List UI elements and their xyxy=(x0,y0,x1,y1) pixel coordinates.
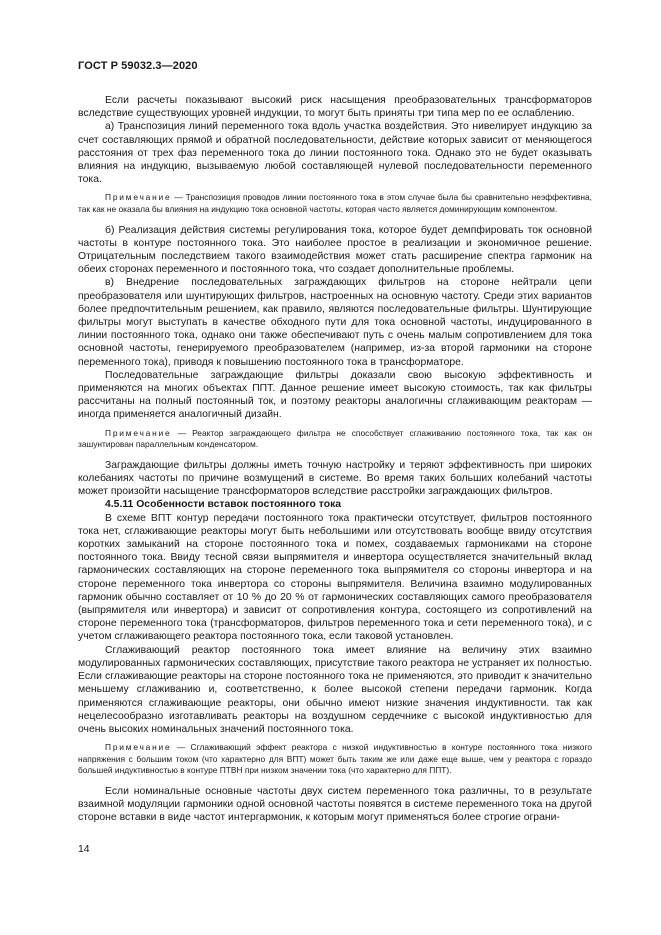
note-paragraph xyxy=(78,742,592,777)
note-label: Примечание xyxy=(105,192,172,203)
body-paragraph: Сглаживающий реактор постоянного тока имеет влияние на величину этих взаимно модулированных гармонических составляющих, присутствие такого реактора не устраняет их полностью. Если сглаживающие реакторы на стороне постоянного тока не применяются, это приводит к значительно меньшему сглаживанию и, соответственно, к более высокой степени передачи гармоник. Когда применяются сглаживающие реакторы, они обычно имеют низкие значения индуктивности. так как нецелесообразно изготавливать реакторы на воздушном сердечнике с высокой индуктивностью для очень высоких номинальных значений постоянного тока. xyxy=(78,644,592,735)
body-paragraph: Если расчеты показывают высокий риск насыщения преобразовательных трансформаторов вследствие существующих уровней индукции, то могут быть приняты три типа мер по ее ослаблению. xyxy=(78,95,592,120)
note-text: — Реактор заграждающего фильтра не способствует сглаживанию постоянного тока, так как он зашунтирован параллельным конденсатором. xyxy=(78,427,592,450)
body-paragraph: В схеме ВПТ контур передачи постоянного тока практически отсутствует, фильтров постоянного тока нет, сглаживающие реакторы могут быть небольшими или отсутствовать вообще ввиду отсутствия коротких замыканий на стороне постоянного тока и помех, создаваемых гармониками на стороне постоянного тока. Ввиду тесной связи выпрямителя и инвертора осуществляется значительный вклад гармонических составляющих на стороне переменного тока выпрямителя со стороны инвертора и на стороне переменного тока инвертора со стороны выпрямителя. Величина взаимно модулированных гармоник обычно составляет от 10 % до 20 % от гармонических составляющих самого преобразователя (выпрямителя или инвертора) и зависит от сопротивления контура, состоящего из сопротивлений на стороне переменного тока (трансформаторов, фильтров переменного тока и сети переменного тока), и с учетом сглаживающего реактора постоянного тока, если таковой установлен. xyxy=(78,512,592,643)
note-label: Примечание xyxy=(105,742,172,753)
note-paragraph xyxy=(78,192,592,215)
note-label: Примечание xyxy=(105,427,172,438)
section-heading: 4.5.11 Особенности вставок постоянного тока xyxy=(105,499,342,511)
page-number: 14 xyxy=(78,844,90,855)
body-paragraph: Последовательные заграждающие фильтры доказали свою высокую эффективность и применяются на многих объектах ППТ. Данное решение имеет высокую стоимость, так как фильтры рассчитаны на полный постоянный ток, и поэтому реакторы аналогичны сглаживающим реакторам — иногда применяется аналогичный дизайн. xyxy=(78,369,592,421)
body-paragraph: в) Внедрение последовательных заграждающих фильтров на стороне нейтрали цепи преобразователя или шунтирующих фильтров, настроенных на основную частоту. Среди этих вариантов более предпочтительным решением, как правило, являются последовательные фильтры. Шунтирующие фильтры могут выступать в качестве обходного пути для тока основной частоты, индуцированного в линии постоянного тока, однако они также обеспечивают путь с очень малым сопротивлением для тока основной частоты, генерируемого преобразователем (например, из-за второй гармоники на стороне переменного тока), приводя к повышению постоянного тока в трансформаторе. xyxy=(78,277,592,368)
note-text: — Сглаживающий эффект реактора с низкой индуктивностью в контуре постоянного тока низкого напряжения с большим током (что характерно для ВПТ) может быть таким же или даже еще выше, чем у реактора с гораздо большей индуктивностью в контуре ПТВН при низком значении тока (что характерно для ППТ). xyxy=(78,742,592,776)
document-body xyxy=(78,94,592,825)
standard-designation: ГОСТ Р 59032.3—2020 xyxy=(78,60,198,72)
note-text: — Транспозиция проводов линии постоянного тока в этом случае была бы сравнительно неэффективна, так как не оказала бы влияния на индукцию тока основной частоты, которая часто является доминирующим компонентом. xyxy=(78,192,592,215)
body-paragraph: б) Реализация действия системы регулирования тока, которое будет демпфировать ток основной частоты в контуре постоянного тока. Это наиболее простое в реализации и экономичное решение. Отрицательным последствием такого взаимодействия может стать расширение спектра гармоник на обеих сторонах переменного и постоянного тока, что создает дополнительные проблемы. xyxy=(78,224,592,276)
body-paragraph: а) Транспозиция линий переменного тока вдоль участка воздействия. Это нивелирует индукцию за счет составляющих прямой и обратной последовательности, действие которых зависит от меняющегося расстояния от трех фаз переменного тока до линии постоянного тока. Однако это не будет оказывать влияния на индукцию, вызываемую любой составляющей нулевой последовательности переменного тока. xyxy=(78,121,592,186)
note-paragraph xyxy=(78,428,592,451)
body-paragraph: Если номинальные основные частоты двух систем переменного тока различны, то в результате взаимной модуляции гармоники одной основной частоты появятся в системе переменного тока на другой стороне вставки в виде частот интергармоник, к которым могут применяться более строгие ограни- xyxy=(78,785,592,824)
body-paragraph: Заграждающие фильтры должны иметь точную настройку и теряют эффективность при широких колебаниях частоты по причине возмущений в системе. Во время таких больших колебаний частоты может произойти насыщение трансформаторов вследствие расстройки заграждающих фильтров. xyxy=(78,459,592,498)
